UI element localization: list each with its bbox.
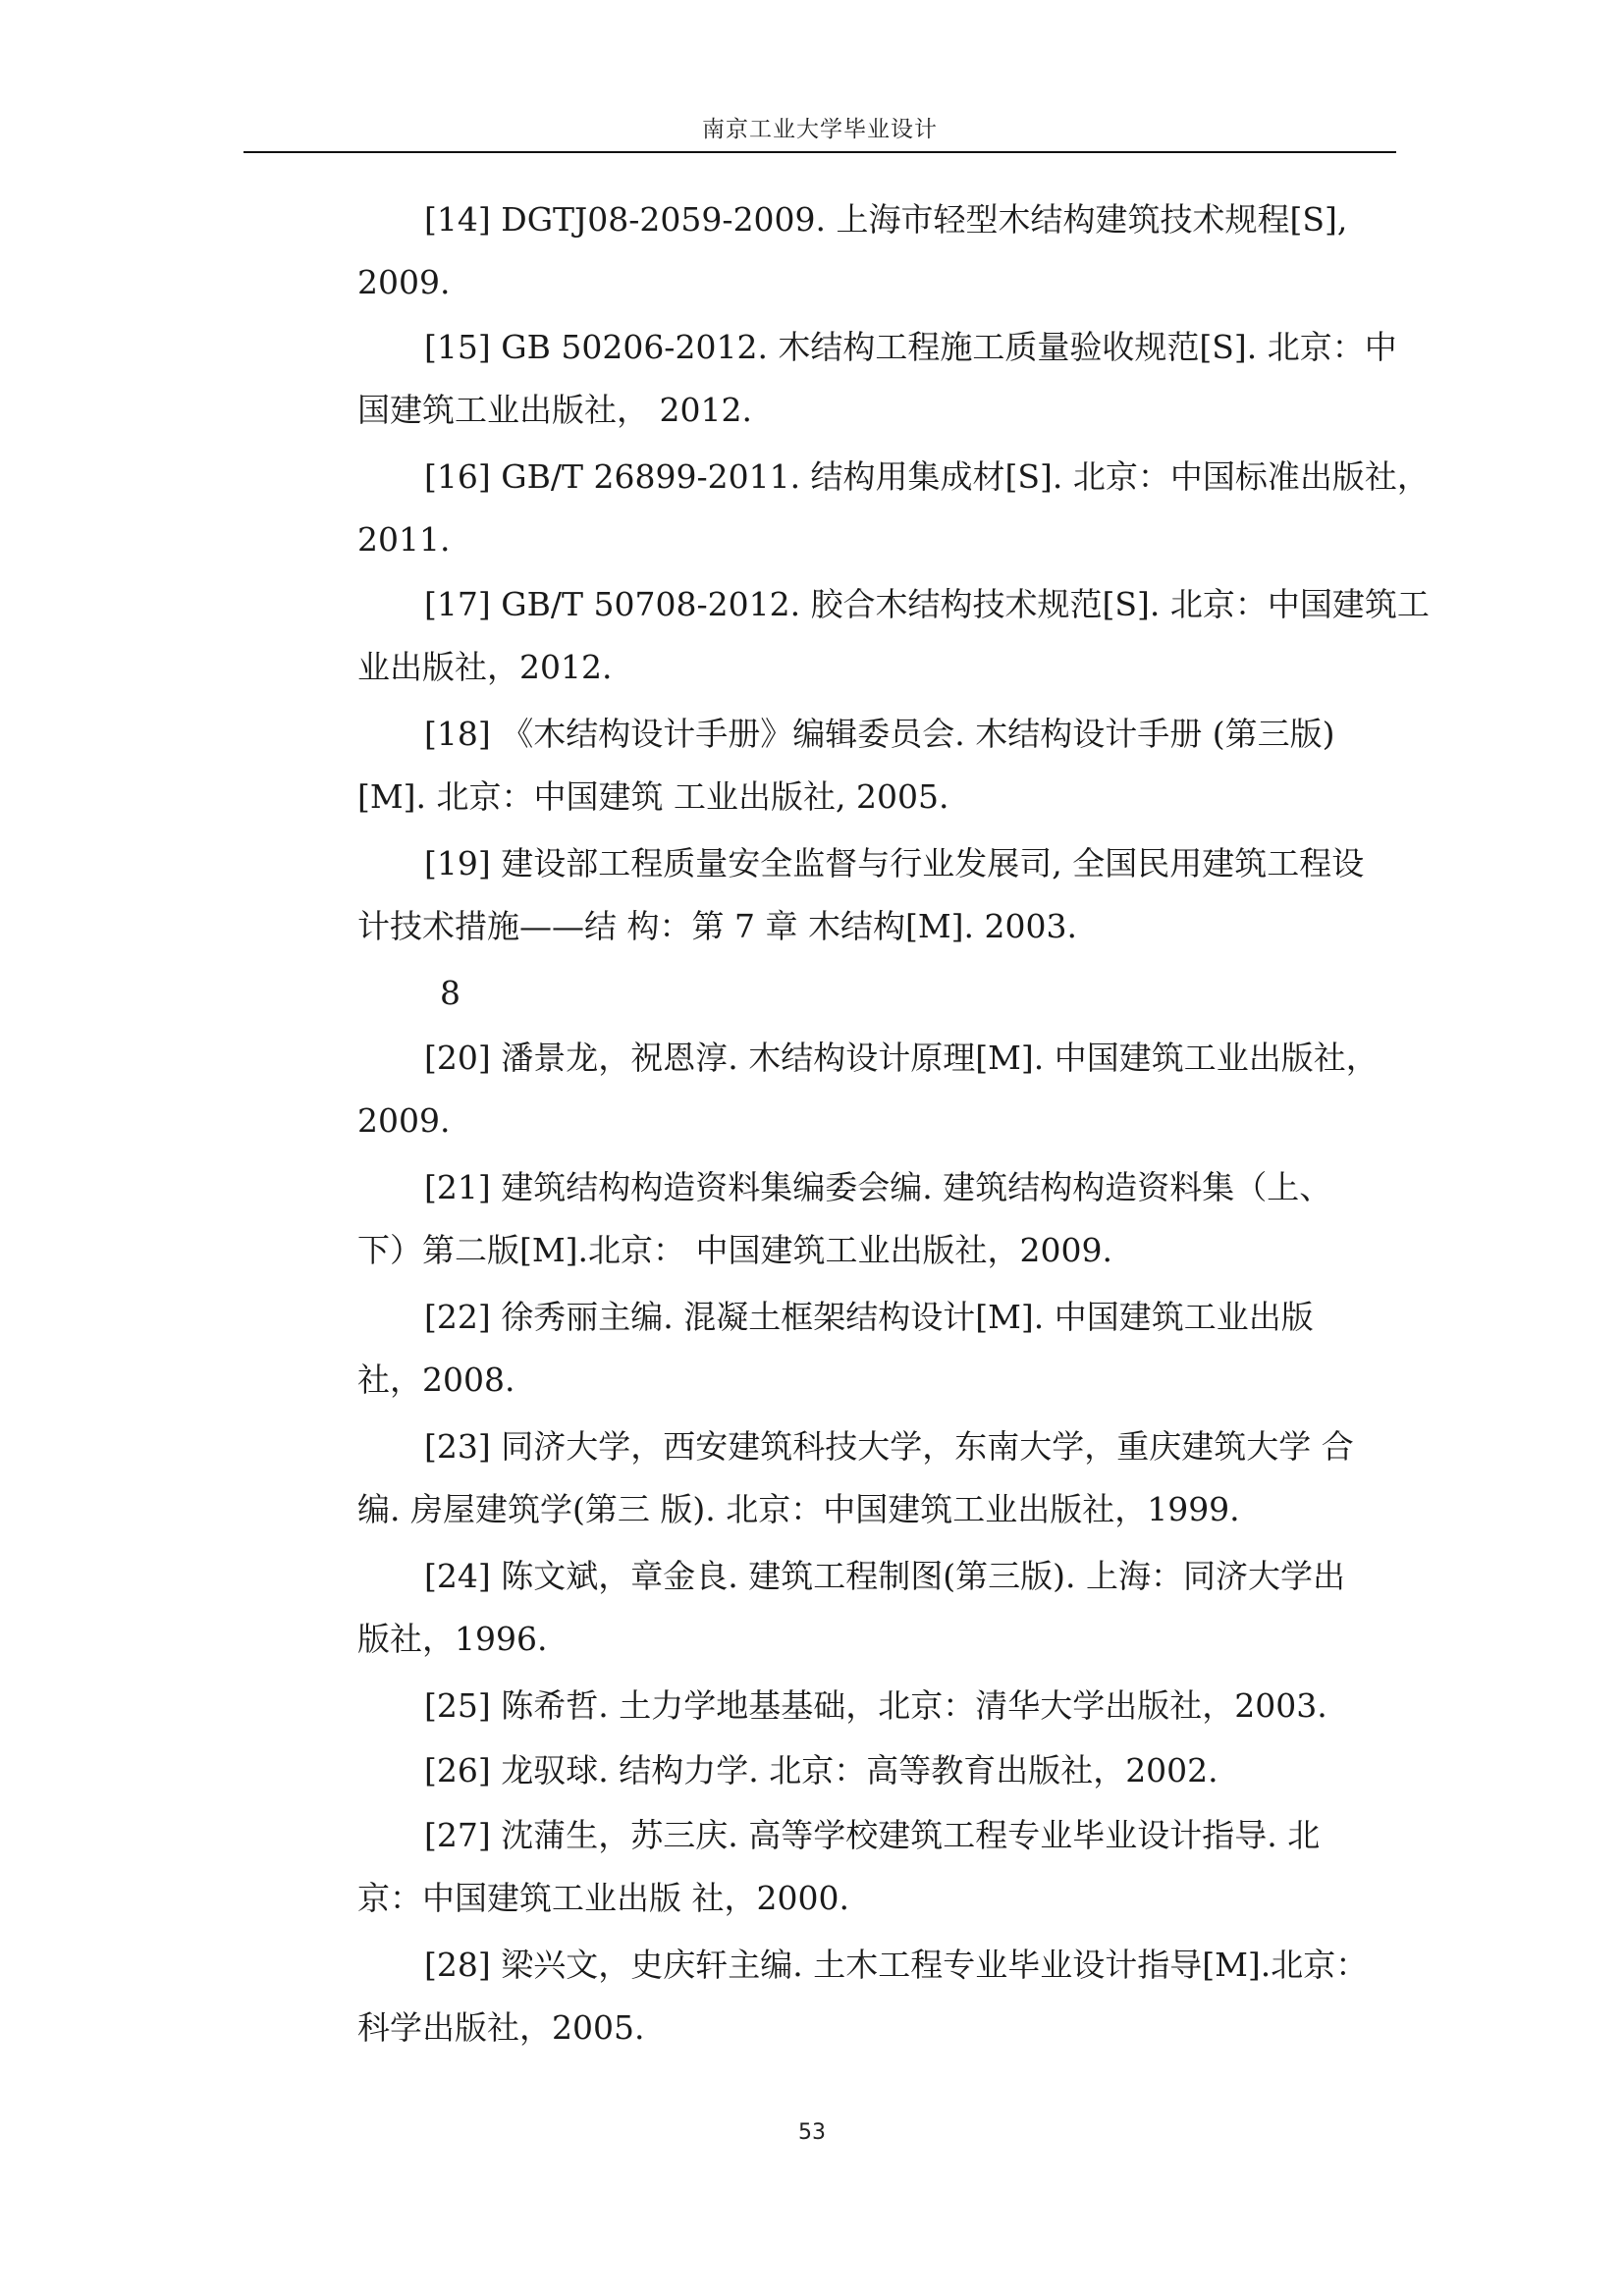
reference-21-line2: 下）第二版[M].北京： 中国建筑工业出版社，2009. (357, 1231, 1112, 1269)
reference-28-line2: 科学出版社，2005. (357, 2008, 645, 2047)
reference-25: [25] 陈希哲. 土力学地基基础，北京：清华大学出版社，2003. (424, 1686, 1327, 1725)
reference-19-line1: [19] 建设部工程质量安全监督与行业发展司, 全国民用建筑工程设 (424, 844, 1365, 882)
reference-18-line2: [M]. 北京：中国建筑 工业出版社, 2005. (357, 777, 949, 816)
reference-15-line2: 国建筑工业出版社， 2012. (357, 391, 752, 429)
reference-22-line2: 社，2008. (357, 1361, 515, 1399)
header-rule (244, 151, 1396, 153)
reference-19-line2: 计技术措施——结 构：第 7 章 木结构[M]. 2003. (357, 907, 1077, 945)
reference-23-line2: 编. 房屋建筑学(第三 版). 北京：中国建筑工业出版社，1999. (357, 1490, 1240, 1528)
reference-17-line1: [17] GB/T 50708-2012. 胶合木结构技术规范[S]. 北京：中国建筑工 (424, 585, 1430, 623)
reference-18-line1: [18] 《木结构设计手册》编辑委员会. 木结构设计手册 (第三版) (424, 715, 1335, 753)
page-header: 南京工业大学毕业设计 (702, 117, 938, 142)
reference-15-line1: [15] GB 50206-2012. 木结构工程施工质量验收规范[S]. 北京：中 (424, 328, 1397, 366)
reference-26: [26] 龙驭球. 结构力学. 北京：高等教育出版社，2002. (424, 1751, 1218, 1789)
reference-20-line2: 2009. (357, 1101, 451, 1140)
reference-14-line2: 2009. (357, 263, 451, 301)
reference-27-line1: [27] 沈蒲生，苏三庆. 高等学校建筑工程专业毕业设计指导. 北 (424, 1816, 1321, 1854)
reference-27-line2: 京：中国建筑工业出版 社，2000. (357, 1879, 849, 1917)
page-number: 53 (798, 2120, 826, 2145)
reference-23-line1: [23] 同济大学，西安建筑科技大学，东南大学，重庆建筑大学 合 (424, 1427, 1354, 1466)
reference-24-line2: 版社，1996. (357, 1620, 548, 1658)
reference-28-line1: [28] 梁兴文，史庆轩主编. 土木工程专业毕业设计指导[M].北京： (424, 1946, 1369, 1984)
reference-14-line1: [14] DGTJ08-2059-2009. 上海市轻型木结构建筑技术规程[S], (424, 200, 1348, 239)
reference-16-line2: 2011. (357, 520, 451, 559)
reference-24-line1: [24] 陈文斌，章金良. 建筑工程制图(第三版). 上海：同济大学出 (424, 1557, 1345, 1595)
reference-17-line2: 业出版社，2012. (357, 648, 613, 686)
reference-22-line1: [22] 徐秀丽主编. 混凝土框架结构设计[M]. 中国建筑工业出版 (424, 1298, 1314, 1336)
stray-page-fragment: 8 (440, 974, 460, 1012)
reference-20-line1: [20] 潘景龙，祝恩淳. 木结构设计原理[M]. 中国建筑工业出版社， (424, 1039, 1379, 1077)
reference-21-line1: [21] 建筑结构构造资料集编委会编. 建筑结构构造资料集（上、 (424, 1168, 1332, 1206)
reference-16-line1: [16] GB/T 26899-2011. 结构用集成材[S]. 北京：中国标准出版社， (424, 457, 1430, 496)
